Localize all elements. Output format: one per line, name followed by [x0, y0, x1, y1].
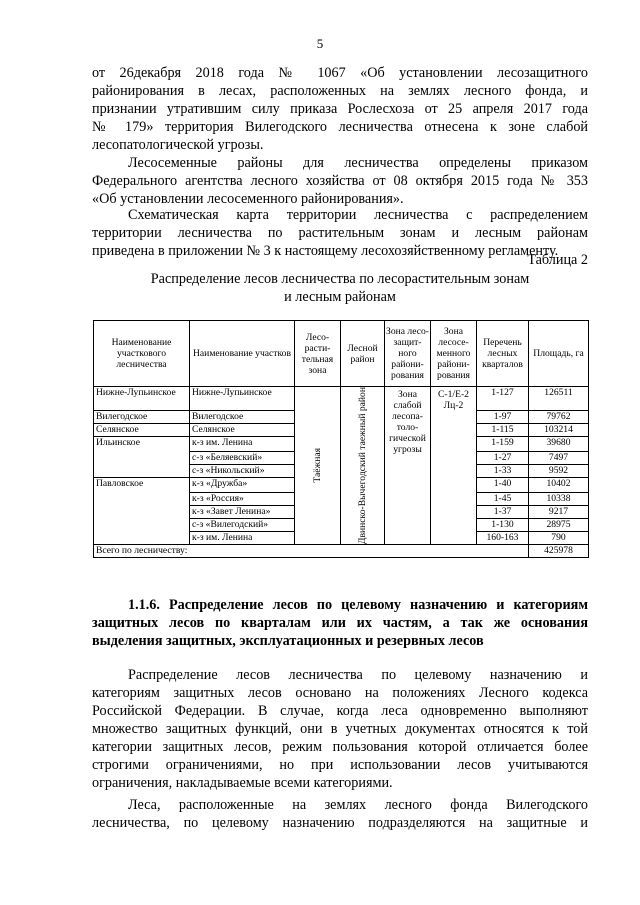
cell-quarters: 1-33: [477, 465, 529, 478]
cell-forestry: Ильинское: [94, 437, 190, 478]
cell-parcel: с-з «Беляевский»: [190, 452, 295, 465]
cell-area: 790: [529, 532, 589, 545]
cell-area: 9217: [529, 506, 589, 519]
page-number: 5: [316, 36, 324, 51]
paragraph-protection-zoning: [92, 64, 588, 154]
heading-line: 1.1.6. Распределение лесов по целевому назначению и категориям: [128, 597, 588, 613]
forest-distribution-table: [93, 320, 589, 558]
cell-area: 126511: [529, 387, 589, 411]
table-number: Таблица 2: [527, 252, 588, 268]
table-caption-line: Распределение лесов лесничества по лесорастительным зонам: [150, 271, 530, 287]
section-heading: [92, 596, 588, 650]
cell-total-label: Всего по лесничеству:: [94, 545, 529, 558]
heading-line: выделения защитных, эксплуатационных и резервных лесов: [92, 633, 484, 649]
text-line: Лесосеменные районы для лесничества определены приказом: [128, 155, 588, 171]
cell-parcel: с-з «Никольский»: [190, 465, 295, 478]
cell-parcel: к-з «Дружба»: [190, 478, 295, 493]
cell-area: 7497: [529, 452, 589, 465]
header-parcels: Наименование участков: [190, 321, 295, 387]
cell-parcel: к-з «Завет Ленина»: [190, 506, 295, 519]
cell-quarters: 1-127: [477, 387, 529, 411]
cell-quarters: 1-115: [477, 424, 529, 437]
text-line: от 26декабря 2018 года № 1067 «Об установлении лесозащитного: [92, 65, 588, 81]
cell-parcel: Вилегодское: [190, 411, 295, 424]
cell-parcel: к-з им. Ленина: [190, 437, 295, 452]
cell-forestry: Селянское: [94, 424, 190, 437]
text-line: ограничения, накладываемые всеми категориями.: [92, 775, 393, 791]
cell-parcel: к-з им. Ленина: [190, 532, 295, 545]
forest-region-text: Двинско-Вычегодский таежный район: [357, 387, 368, 545]
cell-quarters: 1-97: [477, 411, 529, 424]
text-line: Распределение лесов лесничества по целевому назначению и: [128, 667, 588, 683]
cell-quarters: 160-163: [477, 532, 529, 545]
cell-quarters: 1-130: [477, 519, 529, 532]
cell-forestry: Нижне-Лупьинское: [94, 387, 190, 411]
cell-forest-region: [341, 387, 385, 545]
veg-zone-text: Таёжная: [312, 448, 323, 483]
cell-parcel: Селянское: [190, 424, 295, 437]
cell-forestry: Вилегодское: [94, 411, 190, 424]
heading-line: защитных лесов по кварталам или их частям, а так же основания: [92, 615, 588, 631]
text-line: лесопатологической угрозы.: [92, 137, 264, 153]
text-line: районирования в лесах, расположенных на землях лесного фонда, и: [92, 83, 588, 99]
text-line: «Об установлении лесосеменного районирования».: [92, 191, 404, 207]
text-line: Схематическая карта территории лесничества с распределением: [128, 207, 588, 223]
header-protect-zone: Зона лесо-защит-ного райони-рования: [385, 321, 431, 387]
table-row: [94, 387, 589, 411]
text-line: признании утратившим силу приказа Рослесхоза от 25 апреля 2017 года: [92, 101, 588, 117]
cell-veg-zone: [295, 387, 341, 545]
text-line: № 179» территория Вилегодского лесничества отнесена к зоне слабой: [92, 119, 588, 135]
cell-area: 10338: [529, 493, 589, 506]
cell-parcel: с-з «Вилегодский»: [190, 519, 295, 532]
cell-area: 103214: [529, 424, 589, 437]
cell-area: 28975: [529, 519, 589, 532]
paragraph-seed-regions: [92, 154, 588, 208]
text-line: территории лесничества по растительным зонам и лесным районам: [92, 225, 588, 241]
text-line: Леса, расположенные на землях лесного фонда Вилегодского: [128, 797, 588, 813]
table-caption-line: и лесным районам: [284, 289, 396, 305]
cell-forestry: Павловское: [94, 478, 190, 545]
cell-quarters: 1-159: [477, 437, 529, 452]
header-veg-zone: Лесо-расти-тельная зона: [295, 321, 341, 387]
header-quarters: Перечень лесных кварталов: [477, 321, 529, 387]
cell-area: 10402: [529, 478, 589, 493]
text-line: Федерального агентства лесного хозяйства от 08 октября 2015 года № 353: [92, 173, 588, 189]
table-total-row: [94, 545, 589, 558]
header-seed-zone: Зона лесосе-менного райони-рования: [431, 321, 477, 387]
header-forest-region: Лесной район: [341, 321, 385, 387]
cell-area: 79762: [529, 411, 589, 424]
cell-quarters: 1-45: [477, 493, 529, 506]
cell-quarters: 1-40: [477, 478, 529, 493]
table-caption: [92, 270, 588, 306]
cell-protect-zone: Зона слабой лесопа-толо-гической угрозы: [385, 387, 431, 545]
cell-quarters: 1-27: [477, 452, 529, 465]
cell-area: 39680: [529, 437, 589, 452]
text-line: категориям защитных лесов основано на положениях Лесного кодекса: [92, 685, 588, 701]
cell-parcel: Нижне-Лупьинское: [190, 387, 295, 411]
cell-total-area: 425978: [529, 545, 589, 558]
paragraph-purpose-distribution: [92, 666, 588, 792]
text-line: множество защитных функций, они в учетных документах относятся к той: [92, 721, 588, 737]
cell-area: 9592: [529, 465, 589, 478]
header-area: Площадь, га: [529, 321, 589, 387]
text-line: приведена в приложении № 3 к настоящему лесохозяйственному регламенту.: [92, 243, 559, 259]
table-header-row: [94, 321, 589, 387]
text-line: лесничества, по целевому назначению подразделяются на защитные и: [92, 815, 588, 831]
cell-quarters: 1-37: [477, 506, 529, 519]
cell-parcel: к-з «Россия»: [190, 493, 295, 506]
header-forestry: Наименование участкового лесничества: [94, 321, 190, 387]
cell-seed-zone: С-1/Е-2 Лц-2: [431, 387, 477, 545]
paragraph-forest-lands: [92, 796, 588, 832]
text-line: категории защитных лесов, режим пользования которой отличается более: [92, 739, 588, 755]
text-line: Российской Федерации. В случае, когда леса одновременно выполняют: [92, 703, 588, 719]
text-line: строгими ограничениями, но при использовании лесов учитываются: [92, 757, 588, 773]
